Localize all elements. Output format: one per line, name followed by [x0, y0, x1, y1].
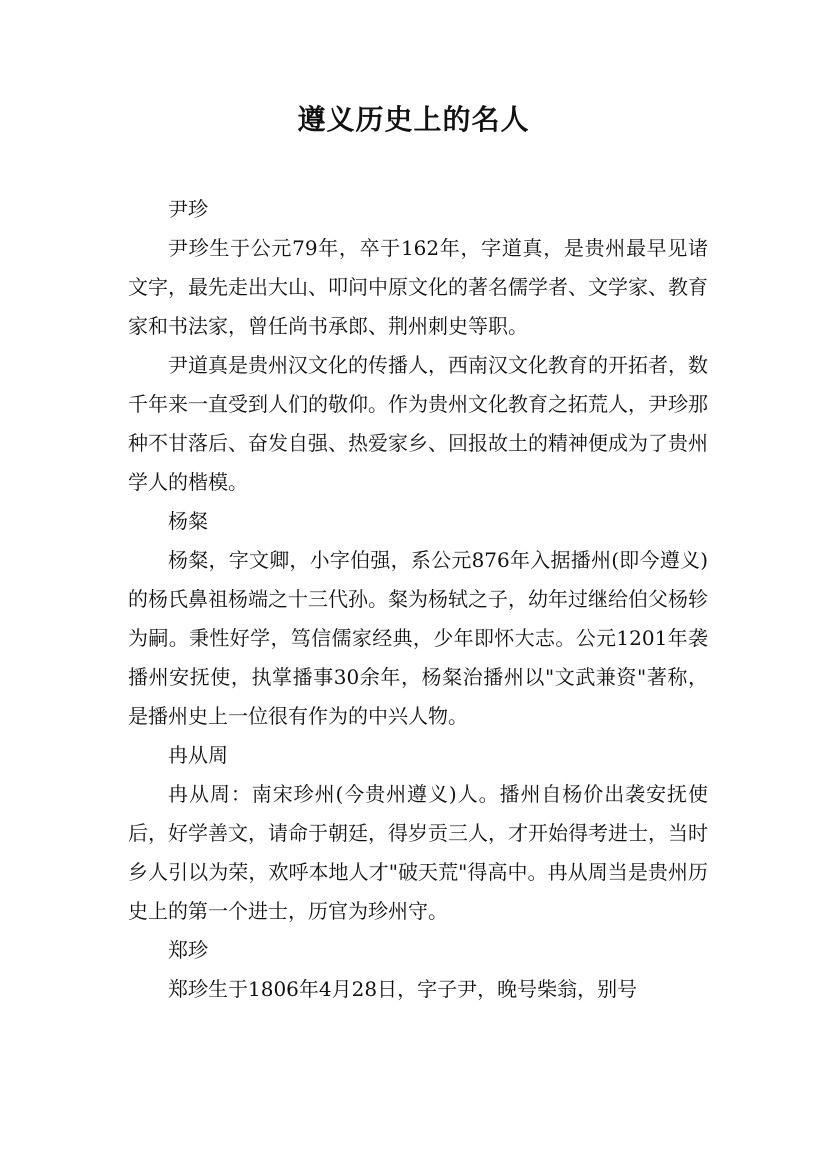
- section-heading-yin-zhen: 尹珍: [168, 197, 208, 221]
- section-heading-ran-congzhou: 冉从周: [168, 743, 228, 767]
- paragraph: 杨粲，字文卿，小字伯强，系公元876年入据播州(即今遵义)的杨氏鼻祖杨端之十三代孙。粲为杨轼之子，幼年过继给伯父杨轸为嗣。秉性好学，笃信儒家经典，少年即怀大志。公元1201年袭播州安抚使，执掌播事30余年，杨粲治播州以"文武兼资"著称，是播州史上一位很有作为的中兴人物。: [128, 548, 708, 728]
- section-heading-zheng-zhen: 郑珍: [168, 938, 208, 962]
- paragraph: 尹珍生于公元79年，卒于162年，字道真，是贵州最早见诸文字，最先走出大山、叩问中原文化的著名儒学者、文学家、教育家和书法家，曾任尚书承郎、荆州刺史等职。: [128, 236, 708, 338]
- paragraph: 郑珍生于1806年4月28日，字子尹，晚号柴翁，别号: [168, 977, 638, 1001]
- paragraph: 冉从周：南宋珍州(今贵州遵义)人。播州自杨价出袭安抚使后，好学善文，请命于朝廷，得岁贡三人，才开始得考进士，当时乡人引以为荣，欢呼本地人才"破天荒"得高中。冉从周当是贵州历史上的第一个进士，历官为珍州守。: [128, 782, 708, 923]
- document-body: [128, 190, 708, 1009]
- section-heading-yang-can: 杨粲: [168, 509, 208, 533]
- page-title: 遵义历史上的名人: [297, 103, 530, 136]
- paragraph: 尹道真是贵州汉文化的传播人，西南汉文化教育的开拓者，数千年来一直受到人们的敬仰。作为贵州文化教育之拓荒人，尹珍那种不甘落后、奋发自强、热爱家乡、回报故土的精神便成为了贵州学人的楷模。: [128, 353, 708, 494]
